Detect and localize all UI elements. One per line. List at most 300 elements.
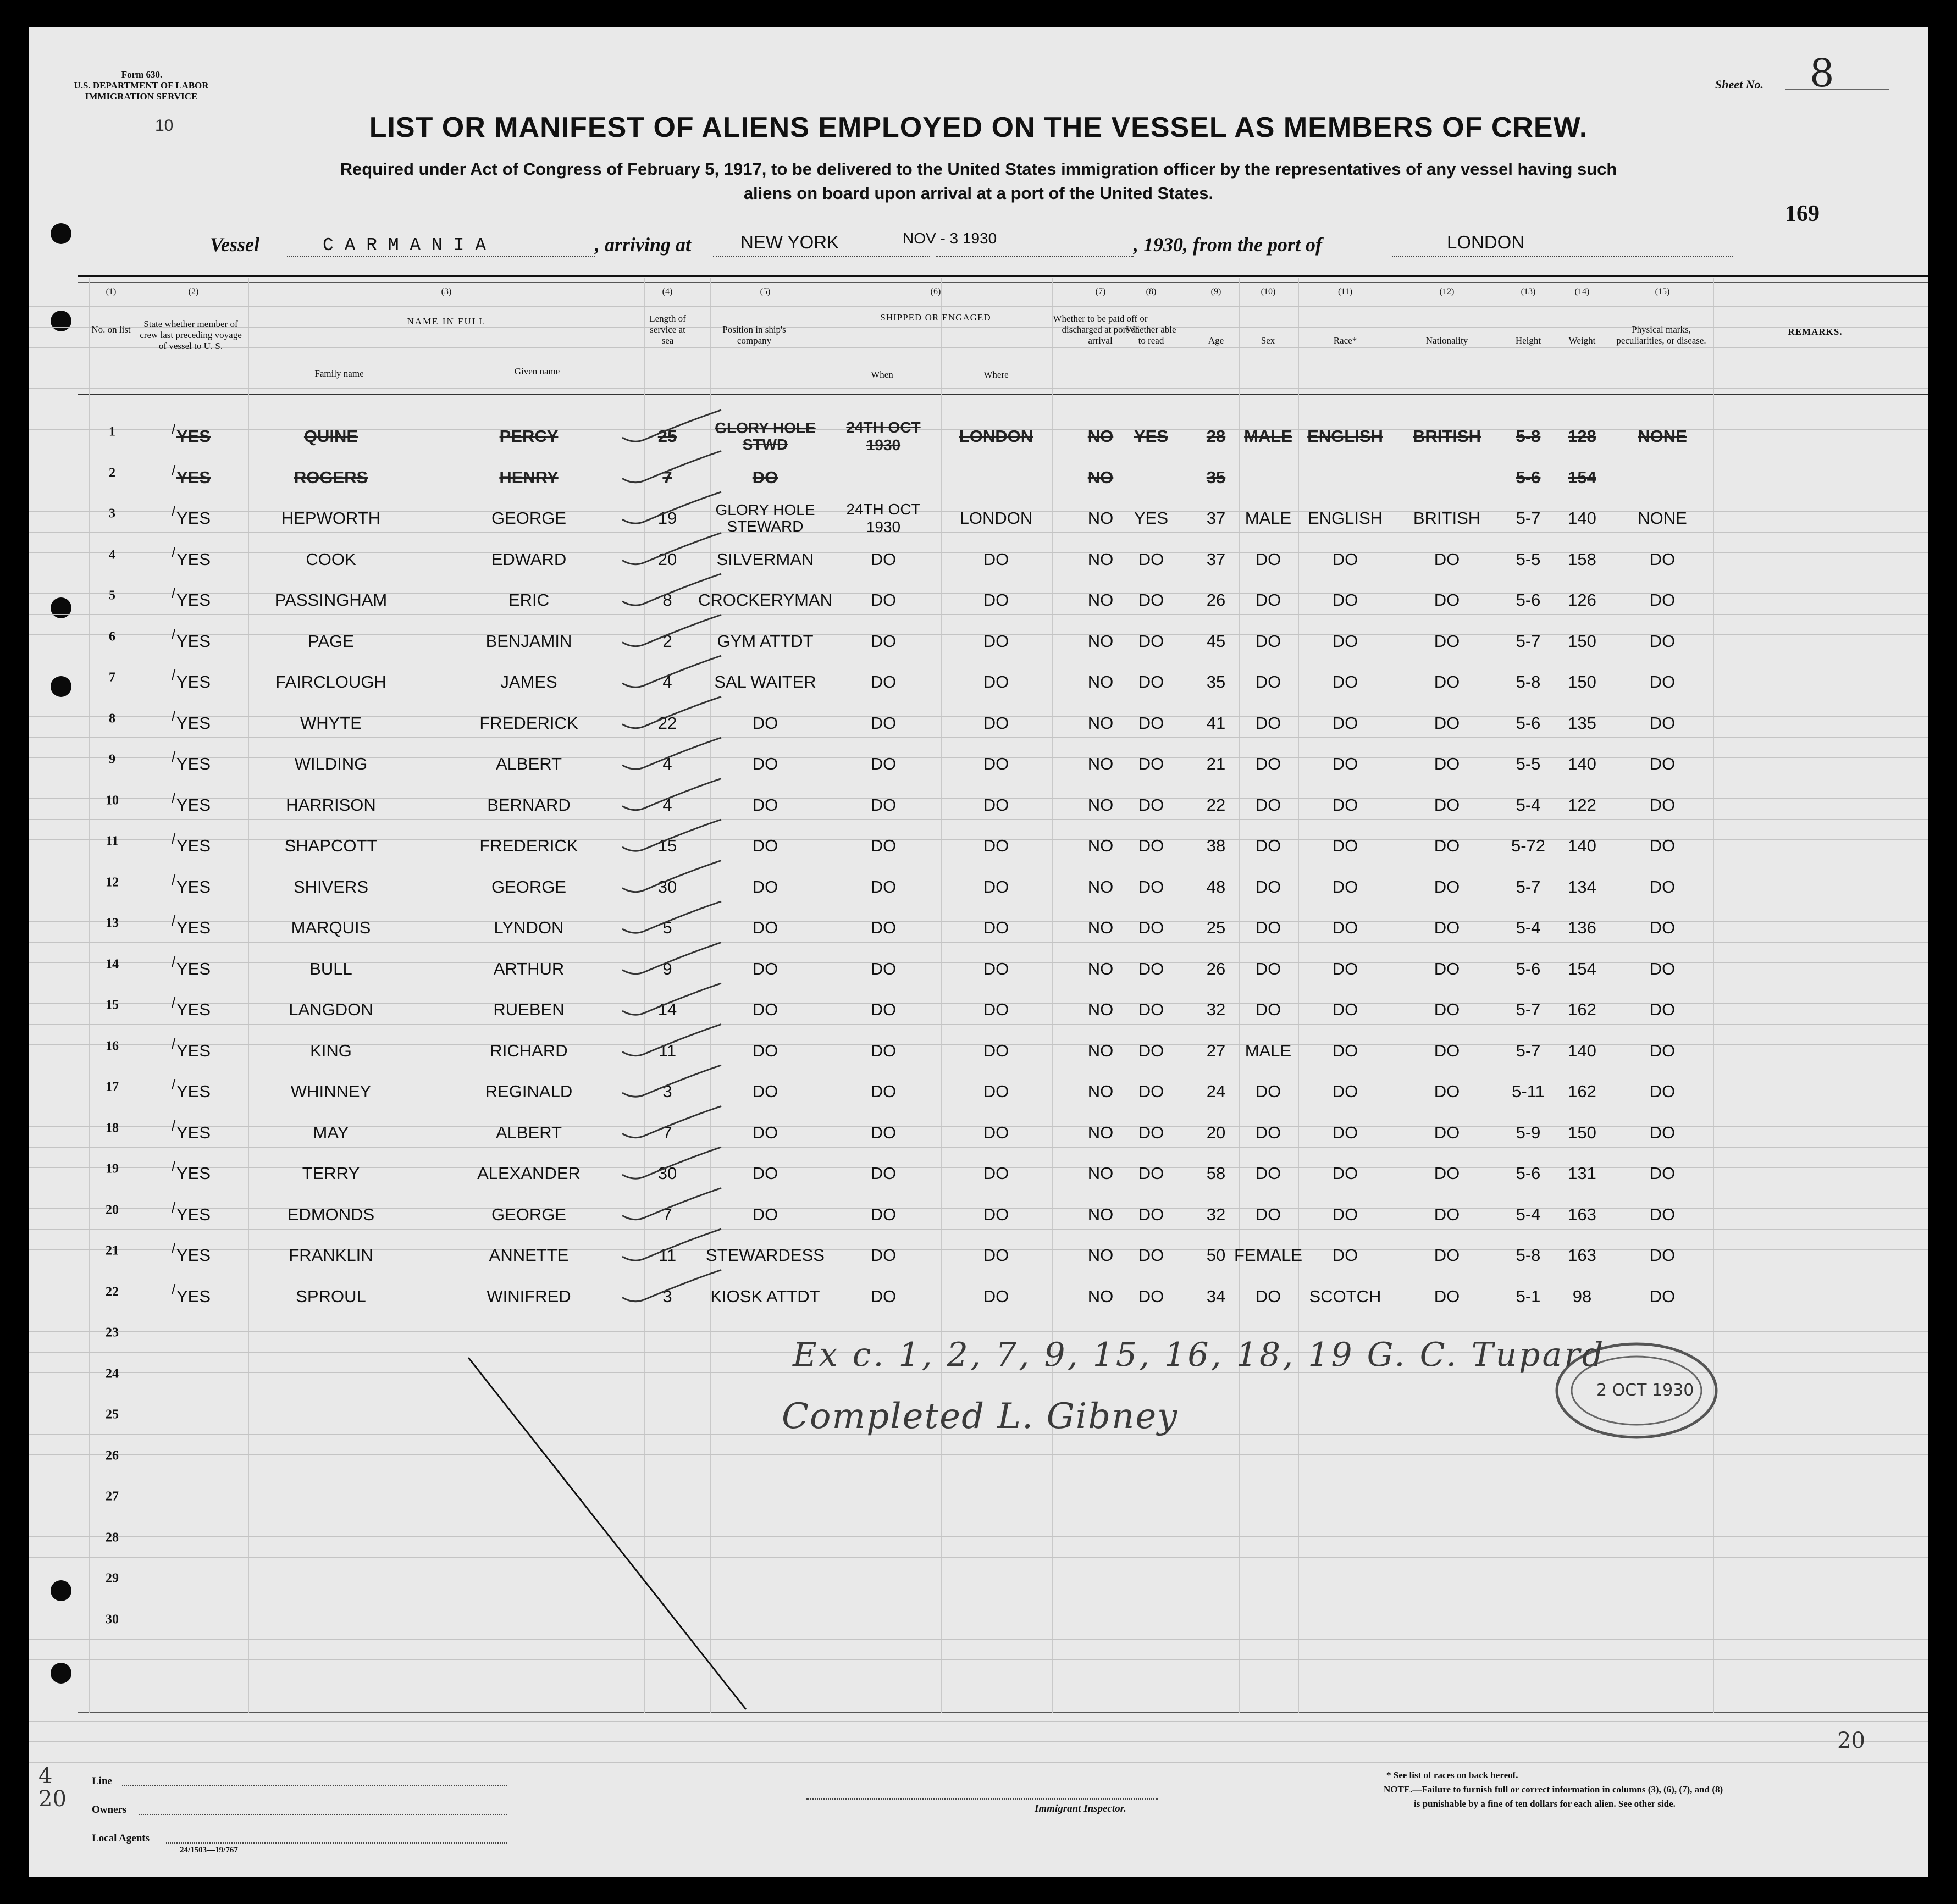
service-check-stroke — [622, 1106, 721, 1138]
row-service-length: 4 — [662, 795, 672, 815]
sheet-number: 8 — [1810, 51, 1834, 96]
row-physical-marks: NONE — [1638, 427, 1687, 446]
row-number: 19 — [106, 1161, 119, 1176]
check-tick: / — [172, 831, 176, 847]
header-state-whether: State whether member of crew last preceding voyage of vessel to U. S. — [140, 319, 242, 351]
row-shipped-where: DO — [983, 1286, 1009, 1306]
row-position: DO — [752, 1164, 778, 1183]
row-weight: 98 — [1572, 1286, 1592, 1306]
row-position: CROCKERYMAN — [698, 590, 833, 610]
row-sex: DO — [1255, 1082, 1281, 1101]
row-able-to-read: DO — [1138, 631, 1164, 651]
row-number: 12 — [106, 875, 119, 889]
header-paid-off: Whether to be paid off or discharged at port of arrival — [1053, 313, 1148, 346]
row-weight: 135 — [1568, 713, 1596, 733]
row-shipped-when: DO — [870, 795, 897, 815]
handwritten-completed-note: Completed L. Gibney — [782, 1396, 1179, 1437]
footer-note-star: * See list of races on back hereof. — [1386, 1770, 1518, 1780]
column-number: (2) — [188, 287, 199, 296]
header-remarks: REMARKS. — [1788, 326, 1843, 337]
row-service-length: 25 — [657, 427, 677, 446]
row-age: 32 — [1206, 1000, 1226, 1019]
row-number-empty: 28 — [106, 1530, 119, 1545]
row-number-empty: 25 — [106, 1407, 119, 1422]
row-physical-marks: DO — [1649, 836, 1676, 855]
row-number: 8 — [109, 711, 115, 726]
row-family-name: TERRY — [302, 1164, 360, 1183]
row-number: 16 — [106, 1039, 119, 1053]
row-race: DO — [1332, 672, 1358, 691]
row-nationality: DO — [1434, 1122, 1460, 1142]
row-given-name: RICHARD — [490, 1040, 568, 1060]
row-given-name: GEORGE — [491, 508, 567, 528]
row-number: 21 — [106, 1243, 119, 1258]
row-paid-off: NO — [1087, 836, 1114, 855]
row-given-name: GEORGE — [491, 877, 567, 896]
row-shipped-when: DO — [870, 1246, 897, 1265]
row-crew-status: YES — [176, 672, 211, 691]
row-number: 6 — [109, 629, 115, 644]
row-race: SCOTCH — [1309, 1286, 1381, 1306]
row-given-name: ALBERT — [495, 754, 562, 773]
row-position: DO — [752, 877, 778, 896]
row-shipped-where: DO — [983, 672, 1009, 691]
row-family-name: PASSINGHAM — [274, 590, 388, 610]
row-weight: 162 — [1568, 1000, 1596, 1019]
row-paid-off: NO — [1087, 672, 1114, 691]
row-number: 3 — [109, 506, 115, 521]
row-weight: 136 — [1568, 918, 1596, 937]
row-shipped-where: DO — [983, 1164, 1009, 1183]
row-number-empty: 27 — [106, 1489, 119, 1504]
row-able-to-read: DO — [1138, 795, 1164, 815]
row-nationality: DO — [1434, 959, 1460, 978]
row-service-length: 5 — [662, 918, 672, 937]
row-position: DO — [752, 467, 778, 487]
row-race: DO — [1332, 795, 1358, 815]
check-tick: / — [172, 871, 176, 888]
row-weight: 154 — [1568, 467, 1596, 487]
row-shipped-where: DO — [983, 1082, 1009, 1101]
row-paid-off: NO — [1087, 1040, 1114, 1060]
header-name-in-full: NAME IN FULL — [407, 316, 486, 326]
row-sex: DO — [1255, 672, 1281, 691]
header-nationality: Nationality — [1425, 335, 1468, 346]
row-crew-status: YES — [176, 631, 211, 651]
row-number: 4 — [109, 547, 115, 562]
row-number: 18 — [106, 1121, 119, 1135]
row-number-empty: 23 — [106, 1325, 119, 1340]
row-nationality: DO — [1434, 1040, 1460, 1060]
row-able-to-read: DO — [1138, 1082, 1164, 1101]
row-position: KIOSK ATTDT — [710, 1286, 820, 1306]
row-nationality: DO — [1434, 754, 1460, 773]
column-number: (13) — [1521, 287, 1536, 296]
row-weight: 131 — [1568, 1164, 1596, 1183]
row-shipped-when: DO — [870, 631, 897, 651]
check-tick: / — [172, 749, 176, 765]
row-paid-off: NO — [1087, 508, 1114, 528]
row-service-length: 15 — [657, 836, 677, 855]
header-family-name: Family name — [314, 368, 364, 379]
row-shipped-where: DO — [983, 918, 1009, 937]
row-age: 24 — [1206, 1082, 1226, 1101]
row-nationality: DO — [1434, 1000, 1460, 1019]
row-crew-status: YES — [176, 467, 211, 487]
row-race: DO — [1332, 549, 1358, 569]
row-family-name: SPROUL — [296, 1286, 366, 1306]
row-able-to-read: DO — [1138, 959, 1164, 978]
row-paid-off: NO — [1087, 631, 1114, 651]
row-position: DO — [752, 754, 778, 773]
row-family-name: WHYTE — [300, 713, 362, 733]
row-shipped-when: DO — [870, 549, 897, 569]
column-number: (14) — [1574, 287, 1590, 296]
check-tick: / — [172, 544, 176, 561]
row-position: DO — [752, 795, 778, 815]
row-weight: 122 — [1568, 795, 1596, 815]
margin-handwritten-number: 10 — [155, 117, 174, 135]
row-number: 13 — [106, 916, 119, 931]
from-port-label: , 1930, from the port of — [1134, 234, 1323, 256]
row-race: DO — [1332, 1000, 1358, 1019]
row-shipped-when: DO — [870, 1040, 897, 1060]
row-race: DO — [1332, 713, 1358, 733]
row-given-name: GEORGE — [491, 1204, 567, 1224]
footer-owners-label: Owners — [92, 1804, 127, 1816]
service-check-stroke — [622, 656, 721, 687]
column-number: (8) — [1146, 287, 1157, 296]
row-race: ENGLISH — [1307, 508, 1383, 528]
row-race: DO — [1332, 836, 1358, 855]
row-position: SAL WAITER — [714, 672, 816, 691]
row-family-name: ROGERS — [294, 467, 368, 487]
row-number: 2 — [109, 466, 115, 480]
row-shipped-when: DO — [870, 1000, 897, 1019]
row-family-name: HEPWORTH — [281, 508, 381, 528]
row-shipped-where: DO — [983, 1246, 1009, 1265]
header-length-of-service: Length of service at sea — [649, 313, 686, 346]
row-crew-status: YES — [176, 427, 211, 446]
row-physical-marks: NONE — [1638, 508, 1687, 528]
row-shipped-when: DO — [870, 959, 897, 978]
header-able-to-read: Whether able to read — [1126, 324, 1176, 346]
row-race: DO — [1332, 1040, 1358, 1060]
row-crew-status: YES — [176, 877, 211, 896]
row-sex: MALE — [1245, 508, 1292, 528]
column-number: (12) — [1439, 287, 1455, 296]
handwritten-exceptions-note: Ex c. 1, 2, 7, 9, 15, 16, 18, 19 G. C. Tupard — [793, 1336, 1606, 1374]
department-label: U.S. DEPARTMENT OF LABOR — [74, 80, 209, 91]
row-sex: DO — [1255, 959, 1281, 978]
row-service-length: 11 — [658, 1040, 677, 1060]
check-tick: / — [172, 421, 176, 438]
row-shipped-where: DO — [983, 877, 1009, 896]
row-shipped-when: DO — [870, 1122, 897, 1142]
row-able-to-read: DO — [1138, 590, 1164, 610]
row-shipped-when: DO — [870, 1082, 897, 1101]
service-check-stroke — [622, 943, 721, 974]
check-tick: / — [172, 626, 176, 643]
row-number: 10 — [106, 793, 119, 807]
row-able-to-read: DO — [1138, 1204, 1164, 1224]
row-age: 34 — [1206, 1286, 1226, 1306]
row-height: 5-7 — [1516, 1040, 1541, 1060]
row-nationality: DO — [1434, 672, 1460, 691]
row-able-to-read: DO — [1138, 918, 1164, 937]
row-race: ENGLISH — [1307, 427, 1383, 446]
service-check-stroke — [622, 983, 721, 1015]
check-tick: / — [172, 707, 176, 724]
row-able-to-read: DO — [1138, 1286, 1164, 1306]
row-height: 5-7 — [1516, 877, 1541, 896]
row-given-name: ERIC — [508, 590, 550, 610]
row-paid-off: NO — [1087, 1000, 1114, 1019]
row-shipped-when: DO — [870, 713, 897, 733]
check-tick: / — [172, 1035, 176, 1052]
row-service-length: 19 — [657, 508, 677, 528]
row-shipped-when: DO — [870, 590, 897, 610]
row-service-length: 11 — [658, 1246, 677, 1265]
row-crew-status: YES — [176, 1000, 211, 1019]
row-family-name: KING — [310, 1040, 352, 1060]
row-number: 9 — [109, 752, 115, 767]
check-tick: / — [172, 462, 176, 479]
row-physical-marks: DO — [1649, 1246, 1676, 1265]
row-height: 5-6 — [1516, 713, 1541, 733]
row-age: 41 — [1206, 713, 1226, 733]
page-title: LIST OR MANIFEST OF ALIENS EMPLOYED ON THE VESSEL AS MEMBERS OF CREW. — [369, 112, 1588, 143]
row-sex: DO — [1255, 1164, 1281, 1183]
row-shipped-where: DO — [983, 713, 1009, 733]
row-nationality: BRITISH — [1413, 427, 1481, 446]
row-height: 5-4 — [1516, 1204, 1541, 1224]
row-sex: DO — [1255, 1286, 1281, 1306]
row-family-name: LANGDON — [289, 1000, 373, 1019]
row-position: DO — [752, 836, 778, 855]
row-age: 45 — [1206, 631, 1226, 651]
row-paid-off: NO — [1087, 590, 1114, 610]
row-height: 5-4 — [1516, 795, 1541, 815]
page-number: 169 — [1785, 201, 1820, 226]
row-shipped-where: DO — [983, 959, 1009, 978]
row-number: 15 — [106, 998, 119, 1012]
row-sex: DO — [1255, 713, 1281, 733]
from-port: LONDON — [1447, 232, 1525, 252]
row-weight: 163 — [1568, 1204, 1596, 1224]
service-check-stroke — [622, 820, 721, 851]
row-age: 50 — [1206, 1246, 1226, 1265]
row-family-name: SHAPCOTT — [284, 836, 378, 855]
row-service-length: 9 — [662, 959, 672, 978]
service-check-stroke — [622, 1229, 721, 1260]
row-shipped-when: DO — [870, 918, 897, 937]
row-nationality: DO — [1434, 877, 1460, 896]
row-nationality: DO — [1434, 836, 1460, 855]
row-shipped-when: 24TH OCT 1930 — [846, 419, 921, 453]
row-height: 5-9 — [1516, 1122, 1541, 1142]
row-shipped-when: DO — [870, 836, 897, 855]
column-number: (9) — [1210, 287, 1221, 296]
row-service-length: 30 — [657, 877, 677, 896]
service-check-stroke — [622, 697, 721, 728]
row-shipped-where: DO — [983, 754, 1009, 773]
row-sex: MALE — [1245, 1040, 1292, 1060]
row-race: DO — [1332, 1122, 1358, 1142]
row-able-to-read: DO — [1138, 754, 1164, 773]
row-given-name: BENJAMIN — [485, 631, 572, 651]
row-height: 5-5 — [1516, 754, 1541, 773]
column-number: (1) — [106, 287, 117, 296]
row-able-to-read: DO — [1138, 549, 1164, 569]
row-position: SILVERMAN — [716, 549, 814, 569]
header-age: Age — [1208, 335, 1224, 346]
row-weight: 163 — [1568, 1246, 1596, 1265]
row-shipped-where: LONDON — [959, 427, 1033, 446]
row-physical-marks: DO — [1649, 754, 1676, 773]
row-age: 20 — [1206, 1122, 1226, 1142]
row-height: 5-5 — [1516, 549, 1541, 569]
row-race: DO — [1332, 959, 1358, 978]
row-family-name: WILDING — [294, 754, 368, 773]
row-height: 5-8 — [1516, 672, 1541, 691]
row-number: 22 — [106, 1285, 119, 1299]
service-check-stroke — [622, 492, 721, 523]
row-paid-off: NO — [1087, 877, 1114, 896]
row-able-to-read: DO — [1138, 1040, 1164, 1060]
service-check-stroke — [622, 533, 721, 564]
header-physical-marks: Physical marks, peculiarities, or disease. — [1616, 324, 1706, 346]
row-nationality: DO — [1434, 1286, 1460, 1306]
row-given-name: FREDERICK — [479, 713, 578, 733]
row-race: DO — [1332, 631, 1358, 651]
check-tick: / — [172, 1117, 176, 1134]
row-given-name: FREDERICK — [479, 836, 578, 855]
row-family-name: PAGE — [308, 631, 354, 651]
row-height: 5-7 — [1516, 508, 1541, 528]
row-height: 5-1 — [1516, 1286, 1541, 1306]
row-nationality: DO — [1434, 918, 1460, 937]
header-race: Race* — [1333, 335, 1357, 346]
row-position: DO — [752, 1082, 778, 1101]
row-shipped-where: DO — [983, 590, 1009, 610]
service-checkmarks — [622, 410, 721, 1302]
service-check-stroke — [622, 901, 721, 933]
row-physical-marks: DO — [1649, 1164, 1676, 1183]
row-service-length: 20 — [657, 549, 677, 569]
service-check-stroke — [622, 1025, 721, 1056]
service-check-stroke — [622, 1065, 721, 1097]
header-position: Position in ship's company — [722, 324, 786, 346]
service-label: IMMIGRATION SERVICE — [85, 91, 198, 102]
row-paid-off: NO — [1087, 549, 1114, 569]
row-given-name: BERNARD — [487, 795, 571, 815]
header-when: When — [871, 369, 893, 380]
row-paid-off: NO — [1087, 1164, 1114, 1183]
row-age: 35 — [1206, 672, 1226, 691]
row-race: DO — [1332, 1082, 1358, 1101]
row-position: GLORY HOLE STEWARD — [715, 501, 815, 535]
service-check-stroke — [622, 861, 721, 892]
row-given-name: PERCY — [499, 427, 559, 446]
row-family-name: MARQUIS — [291, 918, 371, 937]
row-position: DO — [752, 918, 778, 937]
row-age: 27 — [1206, 1040, 1226, 1060]
row-given-name: ANNETTE — [489, 1246, 569, 1265]
row-age: 32 — [1206, 1204, 1226, 1224]
row-able-to-read: DO — [1138, 1000, 1164, 1019]
row-family-name: FRANKLIN — [289, 1246, 373, 1265]
service-check-stroke — [622, 779, 721, 810]
row-service-length: 3 — [662, 1082, 672, 1101]
row-age: 28 — [1206, 427, 1226, 446]
row-position: DO — [752, 1204, 778, 1224]
header-weight: Weight — [1568, 335, 1596, 346]
row-shipped-when: DO — [870, 672, 897, 691]
row-able-to-read: DO — [1138, 836, 1164, 855]
row-service-length: 2 — [662, 631, 672, 651]
row-physical-marks: DO — [1649, 918, 1676, 937]
row-shipped-when: DO — [870, 1286, 897, 1306]
footer-inspector-label: Immigrant Inspector. — [1035, 1803, 1126, 1814]
row-position: DO — [752, 959, 778, 978]
row-shipped-where: DO — [983, 1204, 1009, 1224]
row-race: DO — [1332, 918, 1358, 937]
row-age: 38 — [1206, 836, 1226, 855]
row-age: 26 — [1206, 959, 1226, 978]
column-number: (10) — [1261, 287, 1276, 296]
row-physical-marks: DO — [1649, 795, 1676, 815]
row-nationality: DO — [1434, 1082, 1460, 1101]
handwriting-layer — [29, 27, 1928, 1877]
row-crew-status: YES — [176, 1246, 211, 1265]
row-sex: MALE — [1244, 427, 1292, 446]
row-family-name: BULL — [309, 959, 352, 978]
service-check-stroke — [622, 451, 721, 483]
manifest-sheet — [29, 27, 1928, 1877]
row-height: 5-8 — [1516, 1246, 1541, 1265]
footer-note-line2: is punishable by a fine of ten dollars for each alien. See other side. — [1414, 1798, 1676, 1809]
row-shipped-when: DO — [870, 1164, 897, 1183]
row-weight: 150 — [1568, 672, 1596, 691]
row-able-to-read: DO — [1138, 1122, 1164, 1142]
row-crew-status: YES — [176, 508, 211, 528]
service-check-stroke — [622, 615, 721, 646]
row-given-name: JAMES — [500, 672, 557, 691]
row-physical-marks: DO — [1649, 1204, 1676, 1224]
row-sex: DO — [1255, 754, 1281, 773]
row-nationality: DO — [1434, 795, 1460, 815]
row-age: 21 — [1206, 754, 1226, 773]
row-crew-status: YES — [176, 1164, 211, 1183]
row-height: 5-8 — [1516, 427, 1541, 446]
row-paid-off: NO — [1087, 918, 1114, 937]
header-no-on-list: No. on list — [91, 324, 131, 335]
sheet-no-label: Sheet No. — [1715, 78, 1763, 91]
row-age: 25 — [1206, 918, 1226, 937]
void-diagonal-line — [468, 1358, 746, 1709]
row-weight: 134 — [1568, 877, 1596, 896]
row-age: 22 — [1206, 795, 1226, 815]
row-weight: 140 — [1568, 508, 1596, 528]
row-crew-status: YES — [176, 549, 211, 569]
row-nationality: DO — [1434, 1246, 1460, 1265]
row-service-length: 3 — [662, 1286, 672, 1306]
row-nationality: DO — [1434, 549, 1460, 569]
row-crew-status: YES — [176, 1082, 211, 1101]
row-shipped-where: LONDON — [959, 508, 1033, 528]
row-age: 35 — [1206, 467, 1226, 487]
